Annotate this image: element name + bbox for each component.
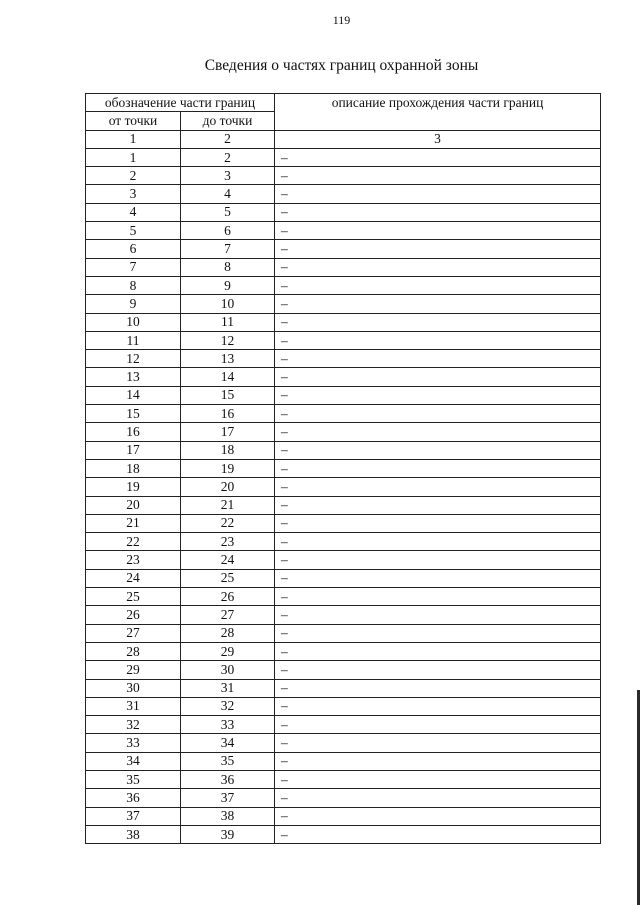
to-point-cell: 28 bbox=[181, 624, 275, 642]
to-point-cell: 18 bbox=[181, 441, 275, 459]
description-cell: – bbox=[275, 240, 601, 258]
header-boundary-designation: обозначение части границ bbox=[86, 94, 275, 112]
header-from-point: от точки bbox=[86, 112, 181, 130]
from-point-cell: 17 bbox=[86, 441, 181, 459]
table-body bbox=[86, 148, 601, 843]
description-cell: – bbox=[275, 588, 601, 606]
from-point-cell: 29 bbox=[86, 661, 181, 679]
description-cell: – bbox=[275, 825, 601, 843]
from-point-cell: 15 bbox=[86, 405, 181, 423]
table-row bbox=[86, 661, 601, 679]
table-row bbox=[86, 551, 601, 569]
description-cell: – bbox=[275, 734, 601, 752]
table-row bbox=[86, 167, 601, 185]
to-point-cell: 5 bbox=[181, 203, 275, 221]
to-point-cell: 19 bbox=[181, 459, 275, 477]
description-cell: – bbox=[275, 167, 601, 185]
description-cell: – bbox=[275, 478, 601, 496]
from-point-cell: 3 bbox=[86, 185, 181, 203]
table-row bbox=[86, 222, 601, 240]
from-point-cell: 1 bbox=[86, 148, 181, 166]
table-row bbox=[86, 789, 601, 807]
table-row bbox=[86, 276, 601, 294]
description-cell: – bbox=[275, 569, 601, 587]
from-point-cell: 31 bbox=[86, 697, 181, 715]
table-row bbox=[86, 752, 601, 770]
table-row bbox=[86, 423, 601, 441]
description-cell: – bbox=[275, 313, 601, 331]
description-cell: – bbox=[275, 423, 601, 441]
description-cell: – bbox=[275, 496, 601, 514]
from-point-cell: 11 bbox=[86, 331, 181, 349]
from-point-cell: 28 bbox=[86, 642, 181, 660]
to-point-cell: 32 bbox=[181, 697, 275, 715]
table-row bbox=[86, 588, 601, 606]
description-cell: – bbox=[275, 258, 601, 276]
from-point-cell: 2 bbox=[86, 167, 181, 185]
table-row bbox=[86, 331, 601, 349]
to-point-cell: 6 bbox=[181, 222, 275, 240]
description-cell: – bbox=[275, 642, 601, 660]
description-cell: – bbox=[275, 295, 601, 313]
from-point-cell: 4 bbox=[86, 203, 181, 221]
from-point-cell: 12 bbox=[86, 350, 181, 368]
from-point-cell: 32 bbox=[86, 716, 181, 734]
table-row bbox=[86, 624, 601, 642]
table-row bbox=[86, 258, 601, 276]
to-point-cell: 35 bbox=[181, 752, 275, 770]
column-number-3: 3 bbox=[275, 130, 601, 148]
to-point-cell: 36 bbox=[181, 770, 275, 788]
table-row bbox=[86, 679, 601, 697]
from-point-cell: 30 bbox=[86, 679, 181, 697]
table-row bbox=[86, 770, 601, 788]
table-row bbox=[86, 185, 601, 203]
table-row bbox=[86, 642, 601, 660]
to-point-cell: 24 bbox=[181, 551, 275, 569]
from-point-cell: 35 bbox=[86, 770, 181, 788]
from-point-cell: 14 bbox=[86, 386, 181, 404]
table-row bbox=[86, 368, 601, 386]
to-point-cell: 20 bbox=[181, 478, 275, 496]
from-point-cell: 5 bbox=[86, 222, 181, 240]
description-cell: – bbox=[275, 661, 601, 679]
table-row bbox=[86, 825, 601, 843]
to-point-cell: 2 bbox=[181, 148, 275, 166]
table-row bbox=[86, 240, 601, 258]
to-point-cell: 3 bbox=[181, 167, 275, 185]
table-row bbox=[86, 203, 601, 221]
from-point-cell: 13 bbox=[86, 368, 181, 386]
to-point-cell: 38 bbox=[181, 807, 275, 825]
description-cell: – bbox=[275, 441, 601, 459]
table-row bbox=[86, 441, 601, 459]
from-point-cell: 16 bbox=[86, 423, 181, 441]
table-row bbox=[86, 496, 601, 514]
description-cell: – bbox=[275, 148, 601, 166]
table-row bbox=[86, 386, 601, 404]
table-row bbox=[86, 295, 601, 313]
table-row bbox=[86, 148, 601, 166]
to-point-cell: 23 bbox=[181, 533, 275, 551]
to-point-cell: 21 bbox=[181, 496, 275, 514]
to-point-cell: 11 bbox=[181, 313, 275, 331]
description-cell: – bbox=[275, 350, 601, 368]
to-point-cell: 7 bbox=[181, 240, 275, 258]
table-row bbox=[86, 405, 601, 423]
from-point-cell: 19 bbox=[86, 478, 181, 496]
from-point-cell: 18 bbox=[86, 459, 181, 477]
to-point-cell: 4 bbox=[181, 185, 275, 203]
to-point-cell: 9 bbox=[181, 276, 275, 294]
table-row bbox=[86, 697, 601, 715]
from-point-cell: 34 bbox=[86, 752, 181, 770]
description-cell: – bbox=[275, 331, 601, 349]
to-point-cell: 33 bbox=[181, 716, 275, 734]
description-cell: – bbox=[275, 606, 601, 624]
from-point-cell: 10 bbox=[86, 313, 181, 331]
from-point-cell: 33 bbox=[86, 734, 181, 752]
document-title: Сведения о частях границ охранной зоны bbox=[204, 57, 479, 74]
description-cell: – bbox=[275, 368, 601, 386]
description-cell: – bbox=[275, 185, 601, 203]
table-header-row bbox=[86, 94, 601, 112]
table-row bbox=[86, 716, 601, 734]
boundary-parts-table bbox=[85, 93, 601, 844]
description-cell: – bbox=[275, 697, 601, 715]
table-row bbox=[86, 734, 601, 752]
page-number: 119 bbox=[332, 13, 351, 27]
table-row bbox=[86, 514, 601, 532]
header-description: описание прохождения части границ bbox=[275, 94, 601, 131]
description-cell: – bbox=[275, 203, 601, 221]
from-point-cell: 8 bbox=[86, 276, 181, 294]
description-cell: – bbox=[275, 679, 601, 697]
description-cell: – bbox=[275, 716, 601, 734]
description-cell: – bbox=[275, 807, 601, 825]
header-to-point: до точки bbox=[181, 112, 275, 130]
from-point-cell: 27 bbox=[86, 624, 181, 642]
to-point-cell: 30 bbox=[181, 661, 275, 679]
table-row bbox=[86, 313, 601, 331]
to-point-cell: 29 bbox=[181, 642, 275, 660]
table-row bbox=[86, 533, 601, 551]
from-point-cell: 9 bbox=[86, 295, 181, 313]
description-cell: – bbox=[275, 551, 601, 569]
table-row bbox=[86, 606, 601, 624]
to-point-cell: 16 bbox=[181, 405, 275, 423]
to-point-cell: 14 bbox=[181, 368, 275, 386]
table-row bbox=[86, 807, 601, 825]
column-number-2: 2 bbox=[181, 130, 275, 148]
from-point-cell: 36 bbox=[86, 789, 181, 807]
to-point-cell: 13 bbox=[181, 350, 275, 368]
from-point-cell: 22 bbox=[86, 533, 181, 551]
description-cell: – bbox=[275, 514, 601, 532]
description-cell: – bbox=[275, 752, 601, 770]
table-row bbox=[86, 478, 601, 496]
from-point-cell: 20 bbox=[86, 496, 181, 514]
to-point-cell: 31 bbox=[181, 679, 275, 697]
description-cell: – bbox=[275, 533, 601, 551]
to-point-cell: 34 bbox=[181, 734, 275, 752]
to-point-cell: 25 bbox=[181, 569, 275, 587]
description-cell: – bbox=[275, 276, 601, 294]
to-point-cell: 39 bbox=[181, 825, 275, 843]
to-point-cell: 12 bbox=[181, 331, 275, 349]
to-point-cell: 27 bbox=[181, 606, 275, 624]
description-cell: – bbox=[275, 624, 601, 642]
from-point-cell: 21 bbox=[86, 514, 181, 532]
from-point-cell: 7 bbox=[86, 258, 181, 276]
from-point-cell: 37 bbox=[86, 807, 181, 825]
description-cell: – bbox=[275, 222, 601, 240]
description-cell: – bbox=[275, 789, 601, 807]
table-row bbox=[86, 459, 601, 477]
to-point-cell: 17 bbox=[181, 423, 275, 441]
from-point-cell: 26 bbox=[86, 606, 181, 624]
table-row bbox=[86, 569, 601, 587]
from-point-cell: 25 bbox=[86, 588, 181, 606]
description-cell: – bbox=[275, 386, 601, 404]
to-point-cell: 15 bbox=[181, 386, 275, 404]
column-number-1: 1 bbox=[86, 130, 181, 148]
description-cell: – bbox=[275, 459, 601, 477]
description-cell: – bbox=[275, 405, 601, 423]
table-column-numbers-row bbox=[86, 130, 601, 148]
to-point-cell: 26 bbox=[181, 588, 275, 606]
from-point-cell: 6 bbox=[86, 240, 181, 258]
from-point-cell: 23 bbox=[86, 551, 181, 569]
table-row bbox=[86, 350, 601, 368]
to-point-cell: 10 bbox=[181, 295, 275, 313]
from-point-cell: 38 bbox=[86, 825, 181, 843]
to-point-cell: 8 bbox=[181, 258, 275, 276]
description-cell: – bbox=[275, 770, 601, 788]
from-point-cell: 24 bbox=[86, 569, 181, 587]
to-point-cell: 37 bbox=[181, 789, 275, 807]
to-point-cell: 22 bbox=[181, 514, 275, 532]
